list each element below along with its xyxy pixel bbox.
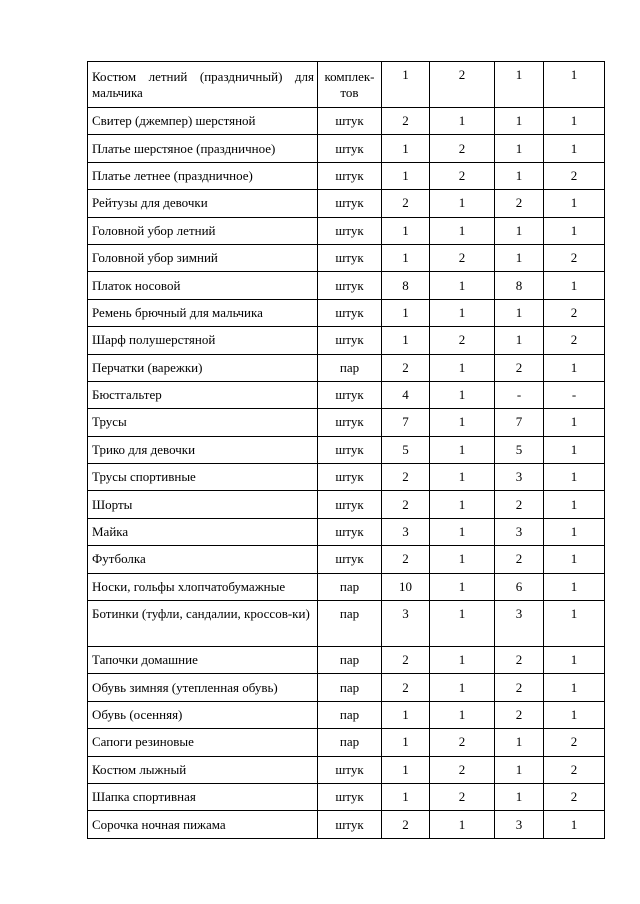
quantity-cell: 2 <box>430 244 495 271</box>
unit-cell: штук <box>318 327 382 354</box>
quantity-cell: 3 <box>495 464 544 491</box>
item-name-cell: Обувь зимняя (утепленная обувь) <box>88 674 318 701</box>
item-name-cell: Костюм лыжный <box>88 756 318 783</box>
quantity-cell: - <box>495 381 544 408</box>
quantity-cell: 7 <box>382 409 430 436</box>
quantity-cell: 1 <box>382 62 430 108</box>
item-name-cell: Платок носовой <box>88 272 318 299</box>
quantity-cell: 2 <box>495 491 544 518</box>
quantity-cell: 1 <box>382 756 430 783</box>
table-row <box>88 62 605 108</box>
table-row <box>88 783 605 810</box>
item-name-cell: Ботинки (туфли, сандалии, кроссов-ки) <box>88 601 318 647</box>
quantity-cell: 2 <box>430 135 495 162</box>
quantity-cell: 1 <box>544 62 605 108</box>
quantity-cell: 1 <box>382 729 430 756</box>
quantity-cell: 1 <box>430 272 495 299</box>
quantity-cell: 2 <box>382 354 430 381</box>
quantity-cell: 3 <box>495 601 544 647</box>
unit-cell: штук <box>318 811 382 838</box>
table-row <box>88 811 605 838</box>
table-row <box>88 729 605 756</box>
table-row <box>88 244 605 271</box>
item-name-cell: Головной убор зимний <box>88 244 318 271</box>
unit-cell: штук <box>318 756 382 783</box>
quantity-cell: 1 <box>495 162 544 189</box>
quantity-cell: 1 <box>430 381 495 408</box>
table-row <box>88 674 605 701</box>
unit-cell: штук <box>318 272 382 299</box>
quantity-cell: 1 <box>382 701 430 728</box>
quantity-cell: 1 <box>495 783 544 810</box>
quantity-cell: 1 <box>544 354 605 381</box>
table-row <box>88 701 605 728</box>
unit-cell: пар <box>318 354 382 381</box>
unit-cell: штук <box>318 162 382 189</box>
unit-cell: штук <box>318 491 382 518</box>
quantity-cell: 4 <box>382 381 430 408</box>
table-row <box>88 573 605 600</box>
unit-cell: штук <box>318 299 382 326</box>
quantity-cell: 2 <box>382 647 430 674</box>
quantity-cell: 5 <box>382 436 430 463</box>
quantity-cell: 2 <box>544 162 605 189</box>
item-name-cell: Майка <box>88 518 318 545</box>
quantity-cell: 1 <box>495 327 544 354</box>
unit-cell: штук <box>318 108 382 135</box>
quantity-cell: 2 <box>495 546 544 573</box>
table-row <box>88 162 605 189</box>
quantity-cell: 3 <box>495 811 544 838</box>
quantity-cell: 1 <box>430 647 495 674</box>
unit-cell: пар <box>318 729 382 756</box>
item-name-cell: Шорты <box>88 491 318 518</box>
table-row <box>88 327 605 354</box>
quantity-cell: 1 <box>430 354 495 381</box>
unit-cell: штук <box>318 546 382 573</box>
quantity-cell: 5 <box>495 436 544 463</box>
item-name-cell: Головной убор летний <box>88 217 318 244</box>
quantity-cell: 1 <box>430 299 495 326</box>
item-name-cell: Перчатки (варежки) <box>88 354 318 381</box>
quantity-cell: 2 <box>544 729 605 756</box>
quantity-cell: 2 <box>382 464 430 491</box>
quantity-cell: 1 <box>544 108 605 135</box>
quantity-cell: 1 <box>544 518 605 545</box>
unit-cell: пар <box>318 647 382 674</box>
quantity-cell: 2 <box>382 491 430 518</box>
table-row <box>88 190 605 217</box>
unit-cell: штук <box>318 217 382 244</box>
quantity-cell: 2 <box>495 674 544 701</box>
quantity-cell: 1 <box>430 811 495 838</box>
quantity-cell: 1 <box>382 327 430 354</box>
unit-cell: штук <box>318 783 382 810</box>
unit-cell: комплек-тов <box>318 62 382 108</box>
table-row <box>88 272 605 299</box>
unit-cell: штук <box>318 464 382 491</box>
quantity-cell: 7 <box>495 409 544 436</box>
quantity-cell: 2 <box>430 729 495 756</box>
table-row <box>88 354 605 381</box>
unit-cell: штук <box>318 518 382 545</box>
table-row <box>88 135 605 162</box>
item-name-cell: Платье летнее (праздничное) <box>88 162 318 189</box>
quantity-cell: 2 <box>495 190 544 217</box>
table-row <box>88 464 605 491</box>
quantity-cell: 1 <box>382 783 430 810</box>
quantity-cell: 1 <box>544 573 605 600</box>
table-row <box>88 601 605 647</box>
table-row <box>88 518 605 545</box>
item-name-cell: Свитер (джемпер) шерстяной <box>88 108 318 135</box>
quantity-cell: 1 <box>430 601 495 647</box>
table-row <box>88 108 605 135</box>
table-row <box>88 381 605 408</box>
item-name-cell: Рейтузы для девочки <box>88 190 318 217</box>
quantity-cell: 1 <box>382 217 430 244</box>
quantity-cell: 1 <box>430 108 495 135</box>
quantity-cell: 1 <box>544 701 605 728</box>
quantity-cell: 1 <box>430 217 495 244</box>
quantity-cell: 2 <box>382 674 430 701</box>
item-name-cell: Сорочка ночная пижама <box>88 811 318 838</box>
quantity-cell: 1 <box>430 464 495 491</box>
quantity-cell: 1 <box>544 135 605 162</box>
table-row <box>88 436 605 463</box>
quantity-cell: 1 <box>495 217 544 244</box>
quantity-cell: 1 <box>544 674 605 701</box>
quantity-cell: 1 <box>544 272 605 299</box>
quantity-cell: 2 <box>430 62 495 108</box>
quantity-cell: 1 <box>382 135 430 162</box>
quantity-cell: 2 <box>544 756 605 783</box>
quantity-cell: 1 <box>544 190 605 217</box>
unit-cell: штук <box>318 190 382 217</box>
quantity-cell: 2 <box>544 244 605 271</box>
quantity-cell: 1 <box>544 546 605 573</box>
quantity-cell: 1 <box>495 299 544 326</box>
quantity-cell: 2 <box>430 783 495 810</box>
quantity-cell: 2 <box>544 783 605 810</box>
quantity-cell: 1 <box>544 464 605 491</box>
quantity-cell: 1 <box>495 62 544 108</box>
quantity-cell: 1 <box>430 701 495 728</box>
quantity-cell: 2 <box>430 162 495 189</box>
quantity-cell: 1 <box>430 491 495 518</box>
quantity-cell: - <box>544 381 605 408</box>
unit-cell: штук <box>318 381 382 408</box>
item-name-cell: Бюстгальтер <box>88 381 318 408</box>
quantity-cell: 2 <box>382 108 430 135</box>
quantity-cell: 1 <box>430 573 495 600</box>
quantity-cell: 1 <box>544 647 605 674</box>
quantity-cell: 1 <box>544 491 605 518</box>
quantity-cell: 2 <box>430 327 495 354</box>
item-name-cell: Платье шерстяное (праздничное) <box>88 135 318 162</box>
unit-cell: штук <box>318 135 382 162</box>
quantity-cell: 2 <box>495 647 544 674</box>
table-row <box>88 217 605 244</box>
item-name-cell: Тапочки домашние <box>88 647 318 674</box>
quantity-cell: 3 <box>382 601 430 647</box>
table-row <box>88 409 605 436</box>
quantity-cell: 1 <box>430 518 495 545</box>
unit-cell: пар <box>318 573 382 600</box>
quantity-cell: 2 <box>430 756 495 783</box>
quantity-cell: 2 <box>495 701 544 728</box>
quantity-cell: 1 <box>544 811 605 838</box>
quantity-cell: 2 <box>382 190 430 217</box>
unit-cell: пар <box>318 601 382 647</box>
item-name-cell: Обувь (осенняя) <box>88 701 318 728</box>
unit-cell: штук <box>318 436 382 463</box>
table-row <box>88 299 605 326</box>
quantity-cell: 1 <box>382 299 430 326</box>
quantity-cell: 1 <box>495 729 544 756</box>
quantity-cell: 10 <box>382 573 430 600</box>
quantity-cell: 1 <box>544 436 605 463</box>
unit-cell: штук <box>318 409 382 436</box>
quantity-cell: 2 <box>544 327 605 354</box>
quantity-cell: 1 <box>495 756 544 783</box>
quantity-cell: 1 <box>544 601 605 647</box>
table-row <box>88 546 605 573</box>
quantity-cell: 2 <box>382 811 430 838</box>
quantity-cell: 2 <box>382 546 430 573</box>
quantity-cell: 2 <box>544 299 605 326</box>
quantity-cell: 1 <box>430 190 495 217</box>
quantity-cell: 1 <box>495 244 544 271</box>
quantity-cell: 1 <box>544 409 605 436</box>
quantity-cell: 1 <box>382 244 430 271</box>
clothing-norms-table <box>87 61 605 839</box>
quantity-cell: 6 <box>495 573 544 600</box>
quantity-cell: 3 <box>382 518 430 545</box>
unit-cell: штук <box>318 244 382 271</box>
quantity-cell: 8 <box>382 272 430 299</box>
item-name-cell: Трусы спортивные <box>88 464 318 491</box>
quantity-cell: 2 <box>495 354 544 381</box>
quantity-cell: 1 <box>495 108 544 135</box>
quantity-cell: 1 <box>382 162 430 189</box>
item-name-cell: Сапоги резиновые <box>88 729 318 756</box>
quantity-cell: 1 <box>544 217 605 244</box>
quantity-cell: 1 <box>495 135 544 162</box>
unit-cell: пар <box>318 674 382 701</box>
quantity-cell: 1 <box>430 436 495 463</box>
item-name-cell: Костюм летний (праздничный) для мальчика <box>88 62 318 108</box>
item-name-cell: Шарф полушерстяной <box>88 327 318 354</box>
quantity-cell: 1 <box>430 546 495 573</box>
quantity-cell: 3 <box>495 518 544 545</box>
item-name-cell: Футболка <box>88 546 318 573</box>
quantity-cell: 1 <box>430 674 495 701</box>
item-name-cell: Носки, гольфы хлопчатобумажные <box>88 573 318 600</box>
item-name-cell: Трусы <box>88 409 318 436</box>
table-row <box>88 756 605 783</box>
item-name-cell: Шапка спортивная <box>88 783 318 810</box>
quantity-cell: 8 <box>495 272 544 299</box>
quantity-cell: 1 <box>430 409 495 436</box>
table-row <box>88 647 605 674</box>
unit-cell: пар <box>318 701 382 728</box>
table-row <box>88 491 605 518</box>
item-name-cell: Ремень брючный для мальчика <box>88 299 318 326</box>
item-name-cell: Трико для девочки <box>88 436 318 463</box>
